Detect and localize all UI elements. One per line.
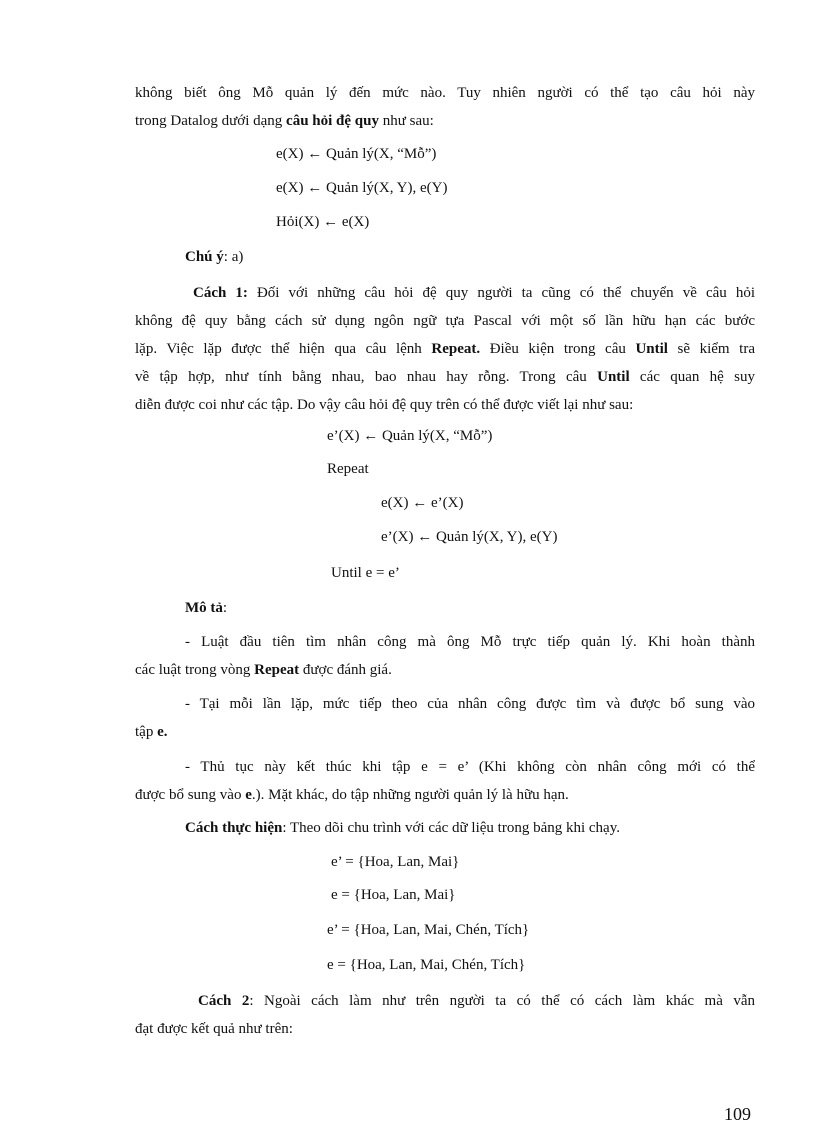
page-number: 109 <box>724 1104 751 1124</box>
cach1-line-3 <box>135 340 755 358</box>
until-keyword-2: Until <box>597 369 630 385</box>
set-line-3: e’ = {Hoa, Lan, Mai, Chén, Tích} <box>327 922 530 938</box>
intro-line-2-pre: trong Datalog dưới dạng <box>135 113 287 129</box>
cach2-line-1-rest: : Ngoài cách làm như trên người ta có thể có cách làm khác mà vẫn <box>249 993 756 1009</box>
cach1-line-4-pre: về tập hợp, như tính bằng nhau, bao nhau hay rỗng. Trong câu <box>135 369 598 385</box>
bullet-1-line-2-pre: các luật trong vòng <box>135 662 255 678</box>
bullet-1-line-2-post: được đánh giá. <box>299 662 392 678</box>
program-line-2: Repeat <box>327 461 369 477</box>
intro-line-2 <box>135 112 434 130</box>
cach1-line-1-rest: Đối với những câu hỏi đệ quy người ta cũng có thể chuyển về câu hỏi <box>247 285 756 301</box>
program-line-1: e’(X) ← Quản lý(X, “Mỗ”) <box>327 428 493 444</box>
rule-3: Hỏi(X) ← e(X) <box>276 214 370 230</box>
set-e-term-2: e <box>245 787 252 803</box>
recursive-query-term: câu hỏi đệ quy <box>286 113 379 129</box>
bullet-3-line-2-post: .). Mặt khác, do tập những người quản lý là hữu hạn. <box>251 787 569 803</box>
intro-line-2-post: như sau: <box>379 113 434 129</box>
cach1-line-1 <box>193 284 755 302</box>
cach1-line-3-mid: Điều kiện trong câu <box>480 341 636 357</box>
mota-label: Mô tả <box>185 600 223 616</box>
bullet-2-line-2-pre: tập <box>135 724 158 740</box>
cach1-line-2: không đệ quy bằng cách sử dụng ngôn ngữ tựa Pascal với một số lần hữu hạn các bước <box>135 313 755 329</box>
note-label: Chú ý <box>185 249 224 265</box>
program-line-5: Until e = e’ <box>331 565 400 581</box>
note-line <box>185 248 243 266</box>
rule-2: e(X) ← Quản lý(X, Y), e(Y) <box>276 180 448 196</box>
cach1-line-3-pre: lặp. Việc lặp được thể hiện qua câu lệnh <box>135 341 432 357</box>
bullet-3-line-2 <box>135 786 569 804</box>
bullet-1-line-2 <box>135 661 392 679</box>
thuchien-label: Cách thực hiện <box>185 820 283 836</box>
bullet-3-line-1: - Thủ tục này kết thúc khi tập e = e’ (Khi không còn nhân công mới có thể <box>185 759 755 775</box>
repeat-keyword-2: Repeat <box>254 662 300 678</box>
cach2-label: Cách 2 <box>198 993 250 1009</box>
set-line-2: e = {Hoa, Lan, Mai} <box>331 887 456 903</box>
cach2-line-2: đạt được kết quả như trên: <box>135 1021 293 1037</box>
mota-colon: : <box>222 600 228 616</box>
cach1-line-5: diễn được coi như các tập. Do vậy câu hỏi đệ quy trên có thể được viết lại như sau: <box>135 397 634 413</box>
until-keyword: Until <box>635 341 668 357</box>
cach1-line-3-post: sẽ kiểm tra <box>667 341 755 357</box>
set-line-4: e = {Hoa, Lan, Mai, Chén, Tích} <box>327 957 526 973</box>
cach1-label: Cách 1: <box>193 285 248 301</box>
set-e-term: e. <box>157 724 168 740</box>
cach1-line-4-post: các quan hệ suy <box>629 369 755 385</box>
mota-heading <box>185 599 227 617</box>
program-line-4: e’(X) ← Quản lý(X, Y), e(Y) <box>381 529 558 545</box>
thuchien-line <box>185 819 620 837</box>
thuchien-rest: : Theo dõi chu trình với các dữ liệu trong bảng khi chạy. <box>282 820 620 836</box>
repeat-keyword: Repeat. <box>431 341 481 357</box>
program-line-3: e(X) ← e’(X) <box>381 495 464 511</box>
bullet-1-line-1: - Luật đầu tiên tìm nhân công mà ông Mỗ trực tiếp quản lý. Khi hoàn thành <box>185 634 755 650</box>
bullet-2-line-2 <box>135 723 168 741</box>
intro-line-1: không biết ông Mỗ quản lý đến mức nào. Tuy nhiên người có thể tạo câu hỏi này <box>135 85 755 101</box>
rule-1: e(X) ← Quản lý(X, “Mỗ”) <box>276 146 437 162</box>
set-line-1: e’ = {Hoa, Lan, Mai} <box>331 854 460 870</box>
bullet-3-line-2-pre: được bổ sung vào <box>135 787 246 803</box>
cach2-line-1 <box>198 992 755 1010</box>
bullet-2-line-1: - Tại mỗi lần lặp, mức tiếp theo của nhân công được tìm và được bổ sung vào <box>185 696 755 712</box>
note-rest: : a) <box>223 249 244 265</box>
cach1-line-4 <box>135 368 755 386</box>
